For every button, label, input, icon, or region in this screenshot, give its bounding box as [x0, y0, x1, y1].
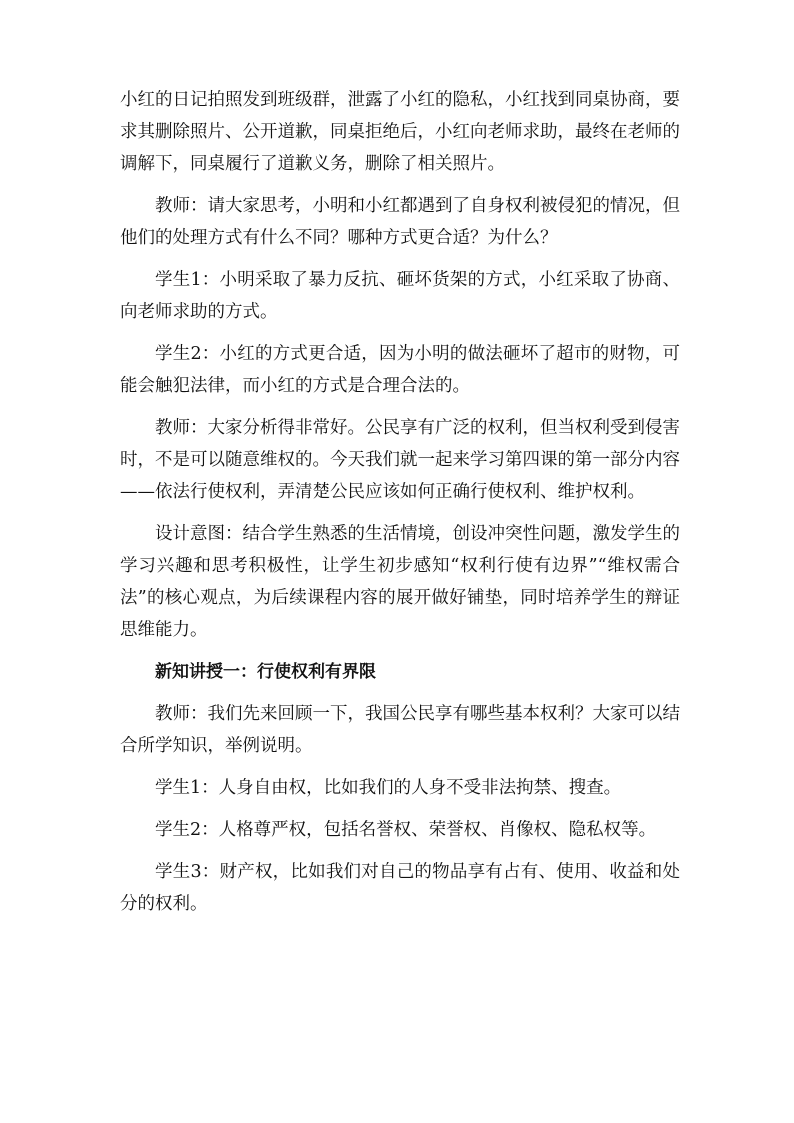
paragraph-student2-answer: 学生2：小红的方式更合适，因为小明的做法砸坏了超市的财物，可能会触犯法律，而小红的方式是合理合法的。 [120, 344, 680, 396]
paragraph-student1-answer: 学生1：小明采取了暴力反抗、砸坏货架的方式，小红采取了协商、向老师求助的方式。 [120, 270, 680, 322]
section-heading: 新知讲授一：行使权利有界限 [155, 662, 376, 682]
paragraph-student3-right: 学生3：财产权，比如我们对自己的物品享有占有、使用、收益和处分的权利。 [120, 862, 680, 914]
paragraph-student1-right: 学生1：人身自由权，比如我们的人身不受非法拘禁、搜查。 [155, 778, 622, 798]
document-page [120, 84, 680, 930]
paragraph-teacher-review: 教师：我们先来回顾一下，我国公民享有哪些基本权利？大家可以结合所学知识，举例说明。 [120, 704, 680, 756]
paragraph-design-intent: 设计意图：结合学生熟悉的生活情境，创设冲突性问题，激发学生的学习兴趣和思考积极性，让学生初步感知“权利行使有边界”“维权需合法”的核心观点，为后续课程内容的展开做好铺垫，同时培养学生的辩证思维能力。 [120, 524, 680, 640]
paragraph-teacher-summary: 教师：大家分析得非常好。公民享有广泛的权利，但当权利受到侵害时，不是可以随意维权的。今天我们就一起来学习第四课的第一部分内容——依法行使权利，弄清楚公民应该如何正确行使权利、维护权利。 [120, 418, 680, 502]
paragraph-continued: 小红的日记拍照发到班级群，泄露了小红的隐私，小红找到同桌协商，要求其删除照片、公开道歉，同桌拒绝后，小红向老师求助，最终在老师的调解下，同桌履行了道歉义务，删除了相关照片。 [120, 90, 680, 174]
paragraph-student2-right: 学生2：人格尊严权，包括名誉权、荣誉权、肖像权、隐私权等。 [155, 820, 657, 840]
paragraph-teacher-question: 教师：请大家思考，小明和小红都遇到了自身权利被侵犯的情况，但他们的处理方式有什么不同？哪种方式更合适？为什么？ [120, 196, 680, 248]
